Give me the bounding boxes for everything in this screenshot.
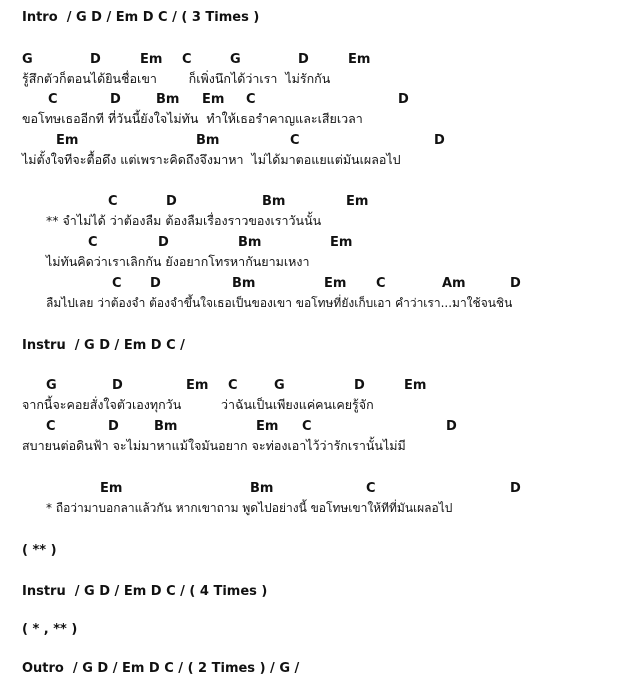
chord: Em [330, 235, 353, 250]
chord: Bm [156, 92, 180, 107]
chord: C [290, 133, 300, 148]
chord: Em [348, 52, 371, 67]
chord: D [510, 481, 521, 496]
chord: D [110, 92, 121, 107]
lyric-line: สบายนต่อดินฟ้า จะไม่มาหาแม้ใจมันอยาก จะท่องเอาไว้ว่ารักเรานั้นไม่มี [22, 438, 406, 453]
chord: D [112, 378, 123, 393]
chord: C [366, 481, 376, 496]
chord: D [108, 419, 119, 434]
lyric-line: ** จำไม่ได้ ว่าต้องลืม ต้องลืมเรื่องราวของเราวันนั้น [46, 213, 322, 228]
chord: D [298, 52, 309, 67]
chord: D [354, 378, 365, 393]
lyric-line: จากนี้จะคอยสั่งใจตัวเองทุกวัน ว่าฉันเป็นเพียงแค่คนเคยรู้จัก [22, 397, 374, 412]
chord: G [22, 52, 33, 67]
chord: C [88, 235, 98, 250]
chord: C [376, 276, 386, 291]
chord: D [158, 235, 169, 250]
instru-line: Instru / G D / Em D C / [22, 338, 185, 353]
repeat-hook-chorus-line: ( * , ** ) [22, 622, 78, 637]
chord: Bm [262, 194, 286, 209]
chord: Bm [238, 235, 262, 250]
chord: Em [202, 92, 225, 107]
chord: C [302, 419, 312, 434]
lyric-line: ไม่ทันคิดว่าเราเลิกกัน ยังอยากโทรหากันยามเหงา [46, 254, 310, 269]
chord: Em [256, 419, 279, 434]
chord: Em [404, 378, 427, 393]
lyric-line: รู้สึกตัวก็ตอนได้ยินชื่อเขา ก็เพิ่งนึกได้ว่าเรา ไม่รักกัน [22, 71, 331, 86]
lyric-line: ขอโทษเธออีกที ที่วันนี้ยังใจไม่ทัน ทำให้เธอรำคาญและเสียเวลา [22, 111, 363, 126]
intro-line: Intro / G D / Em D C / ( 3 Times ) [22, 10, 260, 25]
chord: Em [56, 133, 79, 148]
chord: D [446, 419, 457, 434]
chord: Em [186, 378, 209, 393]
lyric-line: ไม่ตั้งใจทีจะตื้อดึง แต่เพราะคิดถึงจึงมาหา ไม่ได้มาตอแยแต่มันเผลอไป [22, 152, 401, 167]
chord: Em [100, 481, 123, 496]
outro-line: Outro / G D / Em D C / ( 2 Times ) / G / [22, 661, 300, 676]
chord: C [182, 52, 192, 67]
chord: Em [324, 276, 347, 291]
chord: G [230, 52, 241, 67]
repeat-chorus-line: ( ** ) [22, 543, 57, 558]
chord: Em [346, 194, 369, 209]
chord: G [46, 378, 57, 393]
chord: Am [442, 276, 466, 291]
chord: C [46, 419, 56, 434]
chord: C [228, 378, 238, 393]
chord: G [274, 378, 285, 393]
chord: C [112, 276, 122, 291]
chord: D [510, 276, 521, 291]
chord: C [246, 92, 256, 107]
lyric-line: * ถือว่ามาบอกลาแล้วกัน หากเขาถาม พูดไปอย่างนี้ ขอโทษเขาให้ทีที่มันเผลอไป [46, 501, 453, 515]
chord: C [48, 92, 58, 107]
chord: D [150, 276, 161, 291]
chord: Bm [154, 419, 178, 434]
lyric-line: ลืมไปเลย ว่าต้องจำ ต้องจำขึ้นใจเธอเป็นของเขา ขอโทษที่ยังเก็บเอา คำว่าเรา...มาใช้จนชิน [46, 296, 513, 310]
chord: D [434, 133, 445, 148]
chord: D [398, 92, 409, 107]
chord: Em [140, 52, 163, 67]
chord: Bm [232, 276, 256, 291]
chord: D [90, 52, 101, 67]
instru-line: Instru / G D / Em D C / ( 4 Times ) [22, 584, 268, 599]
chord: C [108, 194, 118, 209]
chord: D [166, 194, 177, 209]
chord: Bm [196, 133, 220, 148]
chord: Bm [250, 481, 274, 496]
